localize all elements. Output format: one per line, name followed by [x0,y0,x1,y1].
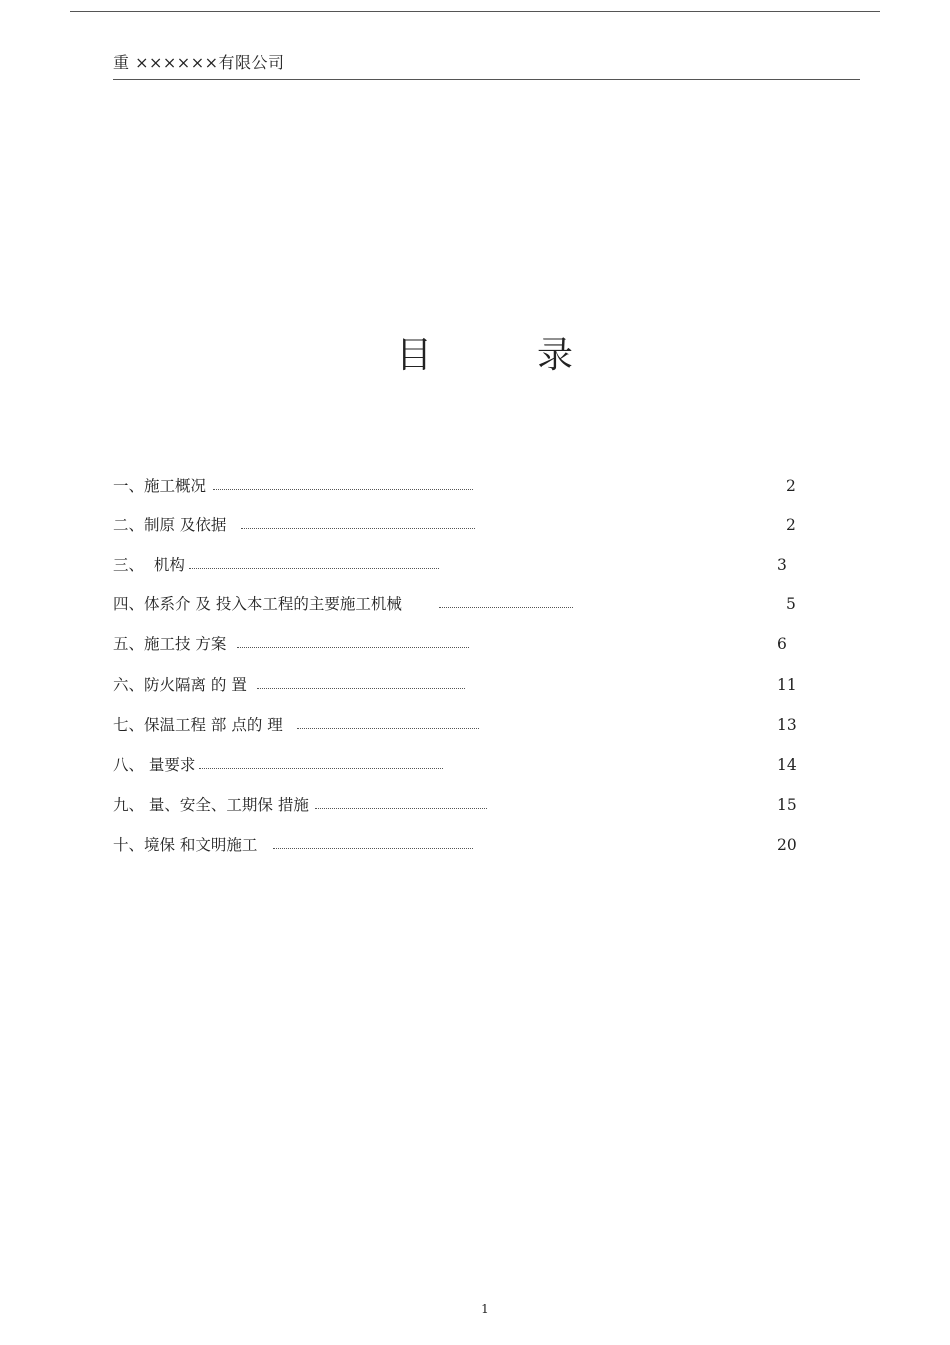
toc-title-char-2: 录 [537,335,574,376]
toc-entry [113,754,813,776]
toc-dot-leader [237,647,469,648]
toc-dot-leader [439,607,573,608]
toc-entry-label: 八、 量要求 [113,756,196,774]
toc-dot-leader [241,528,475,529]
toc-entry-page: 5 [786,595,796,613]
toc-dot-leader [189,568,439,569]
toc-entry-page: 2 [786,477,796,495]
toc-entry-label: 三、 机构 [113,556,185,574]
header-company: 重 ××××××有限公司 [113,53,285,72]
toc-entry-page: 3 [777,556,787,574]
toc-entry-label: 一、施工概况 [113,477,207,495]
toc-entry-page: 20 [777,836,797,854]
toc-entry-label: 六、防火隔离 的 置 [113,676,247,694]
toc-title-char-1: 目 [396,335,433,376]
toc-dot-leader [257,688,465,689]
toc-dot-leader [199,768,443,769]
header-rule [113,79,860,80]
toc-entry-label: 五、施工技 方案 [113,635,227,653]
toc-entry-label: 九、 量、安全、工期保 措施 [113,796,309,814]
toc-entry [113,674,813,696]
top-rule [70,11,880,12]
toc-entry [113,475,813,497]
toc-entry [113,514,813,536]
toc-entry [113,794,813,816]
page-number: 1 [481,1302,489,1316]
toc-entry-page: 13 [777,716,797,734]
toc-entry [113,633,813,655]
toc-dot-leader [297,728,479,729]
toc-entry-label: 七、保温工程 部 点的 理 [113,716,283,734]
toc-entry-page: 15 [777,796,797,814]
toc-entry-page: 2 [786,516,796,534]
toc-entry-page: 14 [777,756,797,774]
toc-entry [113,554,813,576]
toc-dot-leader [213,489,473,490]
toc-entry [113,834,813,856]
toc-entry-label: 四、体系介 及 投入本工程的主要施工机械 [113,595,402,613]
toc-dot-leader [315,808,487,809]
toc-dot-leader [273,848,473,849]
toc-entry-page: 6 [777,635,787,653]
toc-entry-label: 二、制原 及依据 [113,516,227,534]
toc-entry [113,593,813,615]
toc-entry-label: 十、境保 和文明施工 [113,836,258,854]
toc-entry-page: 11 [777,676,797,694]
toc-entry [113,714,813,736]
